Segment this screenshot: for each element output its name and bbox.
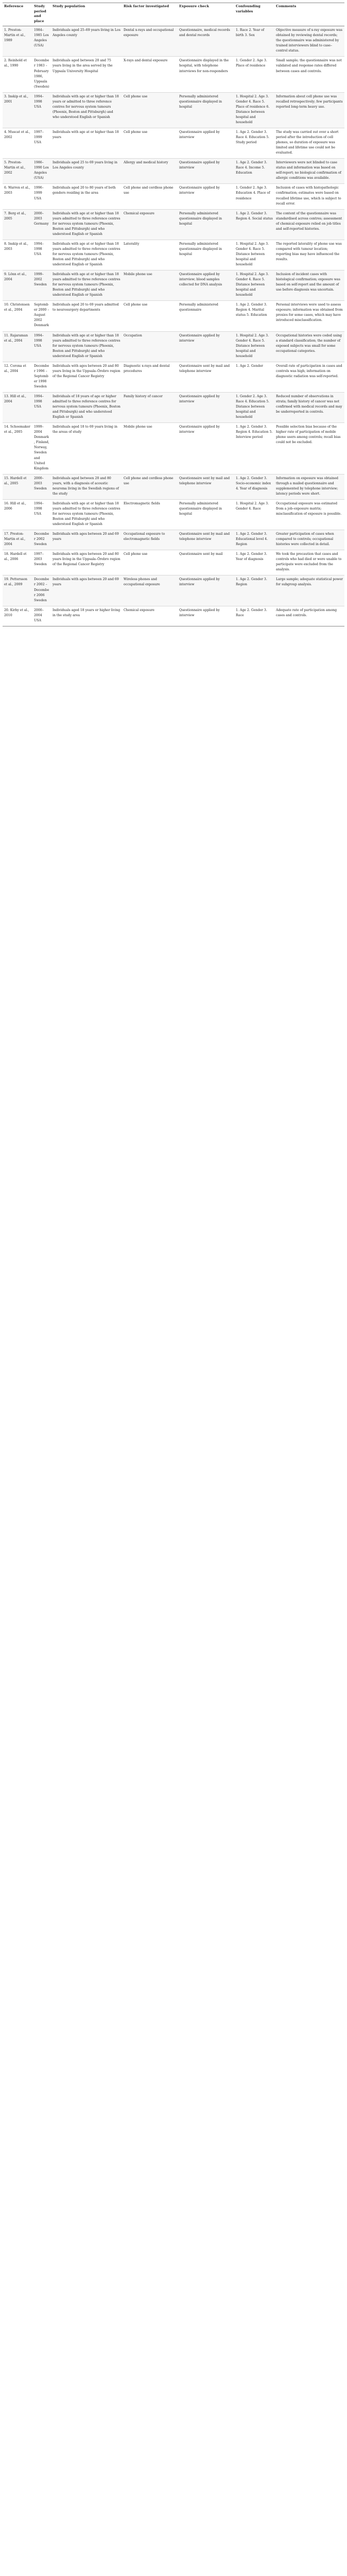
cell-exposure-check: Questionnaire applied by interview <box>178 159 234 184</box>
header-reference: Reference <box>3 3 32 26</box>
cell-study-population: Individuals with age at or higher than 18 years admitted to three reference centres for nervous system tumours (Phoenix, Boston and Pittsburgh) and who understood English or Spanish <box>51 499 122 530</box>
table-row <box>3 184 344 209</box>
cell-confounding-variables: 1. Age 2. Gender 3. Socio-economic index 4. Year of diagnosis <box>234 474 274 499</box>
header-confounding-variables: Confounding variables <box>234 3 274 26</box>
cell-risk-factor: Mobile phone use <box>122 423 178 474</box>
cell-study-population: Individuals of 18 years of age or higher admitted to three reference centres for nervous system tumours (Phoenix, Boston and Pittsburgh) and who understood English or Spanish <box>51 393 122 423</box>
cell-exposure-check: Questionnaire applied by interview <box>178 331 234 362</box>
cell-confounding-variables: 1. Age 2. Gender 3. Year of diagnosis <box>234 550 274 575</box>
cell-comments: The reported laterality of phone use was compared with tumour location; reporting bias may have influenced the results. <box>274 240 344 270</box>
cell-study-period: 1994–1998 USA <box>32 331 51 362</box>
cell-study-period: December 2002 Sweden <box>32 530 51 550</box>
table-row <box>3 128 344 158</box>
table-row <box>3 301 344 331</box>
cell-reference: 1. Preston-Martin et al., 1989 <box>3 26 32 57</box>
table-row <box>3 474 344 499</box>
cell-exposure-check: Questionnaire sent by mail and telephone interview <box>178 530 234 550</box>
cell-comments: Adequate rate of participation among cases and controls. <box>274 606 344 626</box>
table-body <box>3 26 344 626</box>
table-row <box>3 423 344 474</box>
cell-confounding-variables: 1. Gender 2. Age 3. Education 4. Place of residence <box>234 184 274 209</box>
cell-exposure-check: Personally administered questionnaire displayed in hospital <box>178 92 234 128</box>
header-risk-factor: Risk factor investigated <box>122 3 178 26</box>
cell-study-period: 1994–1998 USA <box>32 92 51 128</box>
table-row <box>3 92 344 128</box>
cell-comments: Occupational histories were coded using a standard classification; the number of exposed subjects was small for some occupational categories. <box>274 331 344 362</box>
table-row <box>3 606 344 626</box>
cell-confounding-variables: 1. Age 2. Gender 3. Region <box>234 575 274 606</box>
cell-exposure-check: Questionnaire applied by interview <box>178 575 234 606</box>
header-study-period: Study period and place <box>32 3 51 26</box>
cell-study-period: 1997–2003 Sweden <box>32 550 51 575</box>
cell-comments: Small sample; the questionnaire was not validated and response rates differed between cases and controls. <box>274 57 344 92</box>
cell-confounding-variables: 1. Age 2. Gender <box>234 362 274 392</box>
cell-reference: 20. Kirby et al., 2010 <box>3 606 32 626</box>
cell-confounding-variables: 1. Age 2. Gender 3. Educational level 4. Region <box>234 530 274 550</box>
cell-risk-factor: Mobile phone use <box>122 270 178 301</box>
cell-study-population: Individuals aged between 20 and 80 years, with a diagnosis of acoustic neuroma living in the Swedish regions of the study <box>51 474 122 499</box>
cell-exposure-check: Questionnaire sent by mail and telephone interview <box>178 362 234 392</box>
cell-reference: 19. Pettersson et al., 2009 <box>3 575 32 606</box>
cell-comments: Inclusion of incident cases with histological confirmation; exposure was based on self-report and the amount of use before diagnosis was uncertain. <box>274 270 344 301</box>
table-row <box>3 550 344 575</box>
cell-exposure-check: Personally administered questionnaire displayed in hospital <box>178 209 234 240</box>
cell-confounding-variables: 1. Hospital 2. Age 3. Gender 4. Race <box>234 499 274 530</box>
cell-confounding-variables: 1. Age 2. Gender 3. Region 4. Education 5. Interview period <box>234 423 274 474</box>
cell-study-population: Individuals with age at or higher than 18 years or admitted to three reference centres for nervous system tumours (Phoenix, Boston and Pittsburgh) and who understood English or Spanish <box>51 92 122 128</box>
cell-confounding-variables: 1. Age 2. Gender 3. Region 4. Social status <box>234 209 274 240</box>
cell-study-period: 1994–1998 USA <box>32 393 51 423</box>
cell-study-population: Individuals with age at or higher than 18 years <box>51 128 122 158</box>
cell-comments: Interviewers were not blinded to case status and information was based on self-report; no biological confirmation of allergic conditions was available. <box>274 159 344 184</box>
table-row <box>3 499 344 530</box>
cell-comments: Reduced number of observations in strata; family history of cancer was not confirmed with medical records and may be underreported in controls. <box>274 393 344 423</box>
cell-reference: 16. Hill et al., 2006 <box>3 499 32 530</box>
cell-confounding-variables: 1. Age 2. Gender 3. Race 4. Income 5. Education <box>234 159 274 184</box>
cell-study-population: Individuals aged 18 years or higher living in the study area <box>51 606 122 626</box>
cell-exposure-check: Questionnaire applied by interview <box>178 184 234 209</box>
cell-study-period: September 2000 – August 2002 Denmark <box>32 301 51 331</box>
cell-reference: 10. Christensen et al., 2004 <box>3 301 32 331</box>
cell-study-population: Individuals with age at or higher than 18 years admitted to three reference centres for nervous system tumours (Phoenix, Boston and Pittsburgh) and who understood English or Spanish <box>51 240 122 270</box>
table-row <box>3 159 344 184</box>
cell-reference: 2. Reinhold et al., 1990 <box>3 57 32 92</box>
cell-risk-factor: Allergy and medical history <box>122 159 178 184</box>
cell-study-population: Individuals aged 25–69 years living in Los Angeles county <box>51 26 122 57</box>
table-row <box>3 270 344 301</box>
cell-comments: The study was carried out over a short period after the introduction of cell phones, so duration of exposure was limited and lifetime use could not be evaluated. <box>274 128 344 158</box>
cell-reference: 3. Inskip et al., 2001 <box>3 92 32 128</box>
table-row <box>3 57 344 92</box>
cell-study-period: 1997–1999 USA <box>32 128 51 158</box>
cell-reference: 12. Corona et al., 2004 <box>3 362 32 392</box>
cell-study-population: Individuals aged 20 to 80 years of both genders residing in the area <box>51 184 122 209</box>
cell-study-period: 1994–1998 USA <box>32 499 51 530</box>
cell-confounding-variables: 1. Gender 2. Age 3. Place of residence <box>234 57 274 92</box>
cell-reference: 4. Muscat et al., 2002 <box>3 128 32 158</box>
cell-risk-factor: Cell phone use <box>122 128 178 158</box>
cell-reference: 11. Rajaraman et al., 2004 <box>3 331 32 362</box>
table-container <box>3 3 344 626</box>
cell-confounding-variables: 1. Gender 2. Age 3. Race 4. Education 5. Distance between hospital and household <box>234 393 274 423</box>
table-header-row <box>3 3 344 26</box>
cell-comments: Occupational exposure was estimated from a job–exposure matrix; misclassification of exposure is possible. <box>274 499 344 530</box>
cell-comments: The content of the questionnaire was standardised across centres; assessment of chemical exposure relied on job titles and self-reported histories. <box>274 209 344 240</box>
cell-reference: 17. Preston-Martin et al., 2004 <box>3 530 32 550</box>
table-row <box>3 575 344 606</box>
cell-comments: Information on exposure was obtained through a mailed questionnaire and supplemented by telephone interview; latency periods were short. <box>274 474 344 499</box>
cell-exposure-check: Questionnaire displayed in the hospital, with telephone interviews for non-responders <box>178 57 234 92</box>
cell-study-period: 1999–2002 Sweden <box>32 270 51 301</box>
cell-study-period: 2000–2003 Sweden <box>32 474 51 499</box>
table-row <box>3 209 344 240</box>
cell-comments: Information about cell phone use was recalled retrospectively; few participants reported long-term heavy use. <box>274 92 344 128</box>
cell-confounding-variables: 1. Race 2. Year of birth 3. Sex <box>234 26 274 57</box>
cell-confounding-variables: 1. Hospital 2. Age 3. Gender 4. Race 5. Distance between hospital and household <box>234 240 274 270</box>
cell-confounding-variables: 1. Hospital 2. Age 3. Gender 4. Race 5. Distance between hospital and household <box>234 270 274 301</box>
cell-study-period: December 2002 – December 2006 Sweden <box>32 575 51 606</box>
table-row <box>3 393 344 423</box>
cell-risk-factor: Cell phone use <box>122 550 178 575</box>
cell-exposure-check: Personally administered questionnaire <box>178 301 234 331</box>
cell-risk-factor: Wireless phones and occupational exposure <box>122 575 178 606</box>
cell-reference: 9. Lönn et al., 2004 <box>3 270 32 301</box>
cell-study-population: Individuals with age at or higher than 18 years admitted to three reference centres for nervous system tumours (Phoenix, Boston and Pittsburgh) and who understood English or Spanish <box>51 209 122 240</box>
cell-study-period: 1986–1990 Los Angeles (USA) <box>32 159 51 184</box>
cell-comments: Large sample; adequate statistical power for subgroup analysis. <box>274 575 344 606</box>
cell-exposure-check: Personally administered questionnaire displayed in hospital <box>178 240 234 270</box>
cell-study-period: December 1996 – September 1998 Sweden <box>32 362 51 392</box>
cell-study-period: 1994–1998 USA <box>32 240 51 270</box>
cell-confounding-variables: 1. Age 2. Gender 3. Region 4. Marital status 5. Education <box>234 301 274 331</box>
cell-comments: Inclusion of cases with histopathologic confirmation; estimates were based on recalled lifetime use, which is subject to recall error. <box>274 184 344 209</box>
cell-study-population: Individuals with ages between 20 and 80 years living in the Uppsala–Örebro region of the Regional Cancer Registry <box>51 362 122 392</box>
table-row <box>3 530 344 550</box>
cell-risk-factor: Electromagnetic fields <box>122 499 178 530</box>
cell-comments: We took the precaution that cases and controls who had died or were unable to participate were excluded from the analysis. <box>274 550 344 575</box>
table-row <box>3 240 344 270</box>
cell-risk-factor: Diagnostic x-rays and dental procedures <box>122 362 178 392</box>
cell-risk-factor: Cell phone use <box>122 92 178 128</box>
cell-exposure-check: Questionnaire applied by interview <box>178 606 234 626</box>
cell-study-period: 1999–2004 Denmark, Finland, Norway, Sweden and United Kingdom <box>32 423 51 474</box>
cell-comments: Overall rate of participation in cases and controls was high; information on diagnostic radiation was self-reported. <box>274 362 344 392</box>
cell-risk-factor: Family history of cancer <box>122 393 178 423</box>
header-comments: Comments <box>274 3 344 26</box>
cell-risk-factor: X-rays and dental exposure <box>122 57 178 92</box>
cell-confounding-variables: 1. Age 2. Gender 3. Race 4. Education 5. Study period <box>234 128 274 158</box>
table-row <box>3 362 344 392</box>
cell-reference: 18. Hardell et al., 2006 <box>3 550 32 575</box>
cell-risk-factor: Occupation <box>122 331 178 362</box>
cell-study-population: Individuals with ages between 20 and 80 years living in the Uppsala–Örebro region of the Regional Cancer Registry <box>51 550 122 575</box>
cell-study-period: December 1983 – February 1986, Uppsala (Sweden) <box>32 57 51 92</box>
cell-confounding-variables: 1. Hospital 2. Age 3. Gender 4. Race 5. Place of residence 6. Distance between hospital and household <box>234 92 274 128</box>
cell-study-population: Individuals aged 18 to 69 years living in the areas of study <box>51 423 122 474</box>
cell-comments: Objective measure of x-ray exposure was obtained by reviewing dental records; the questionnaire was administered by trained interviewers blind to case–control status. <box>274 26 344 57</box>
cell-exposure-check: Questionnaire applied by interview <box>178 423 234 474</box>
cell-reference: 6. Warren et al., 2003 <box>3 184 32 209</box>
cell-study-population: Individuals with ages between 20 and 69 years <box>51 530 122 550</box>
cell-exposure-check: Questionnaire applied by interview; blood samples collected for DNA analysis <box>178 270 234 301</box>
cell-exposure-check: Questionnaire sent by mail <box>178 550 234 575</box>
cell-exposure-check: Questionnaire applied by interview <box>178 393 234 423</box>
cell-risk-factor: Cell phone and cordless phone use <box>122 184 178 209</box>
cell-study-period: 2000–2004 USA <box>32 606 51 626</box>
cell-study-population: Individuals with age at or higher than 18 years admitted to three reference centres for nervous system tumours (Phoenix, Boston and Pittsburgh) and who understood English or Spanish <box>51 270 122 301</box>
cell-confounding-variables: 1. Hospital 2. Age 3. Gender 4. Race 5. Distance between hospital and household <box>234 331 274 362</box>
cell-risk-factor: Chemical exposure <box>122 209 178 240</box>
cell-reference: 8. Inskip et al., 2003 <box>3 240 32 270</box>
table-row <box>3 26 344 57</box>
cell-reference: 5. Preston-Martin et al., 2002 <box>3 159 32 184</box>
cell-risk-factor: Cell phone and cordless phone use <box>122 474 178 499</box>
cell-exposure-check: Questionnaire, medical records and dental records <box>178 26 234 57</box>
cell-study-period: 1984–1985 Los Angeles (USA) <box>32 26 51 57</box>
header-exposure-check: Exposure check <box>178 3 234 26</box>
cell-study-period: 2000–2003 Germany <box>32 209 51 240</box>
cell-exposure-check: Personally administered questionnaire displayed in hospital <box>178 499 234 530</box>
studies-table <box>3 3 344 626</box>
cell-comments: Possible selection bias because of the higher rate of participation of mobile phone users among controls; recall bias could not be excluded. <box>274 423 344 474</box>
table-row <box>3 331 344 362</box>
cell-study-population: Individuals with ages between 20 and 69 years <box>51 575 122 606</box>
cell-risk-factor: Chemical exposure <box>122 606 178 626</box>
cell-risk-factor: Dental x-rays and occupational exposure <box>122 26 178 57</box>
cell-comments: Greater participation of cases when compared to controls; occupational histories were collected in detail. <box>274 530 344 550</box>
cell-exposure-check: Questionnaire sent by mail and telephone interview <box>178 474 234 499</box>
cell-study-population: Individuals aged 25 to 69 years living in Los Angeles county <box>51 159 122 184</box>
cell-study-population: Individuals with age at or higher than 18 years admitted to three reference centres for nervous system tumours (Phoenix, Boston and Pittsburgh) and who understood English or Spanish <box>51 331 122 362</box>
cell-comments: Personal interviews were used to assess exposure; information was obtained from proxies for some cases, which may have introduced misclassification. <box>274 301 344 331</box>
cell-study-period: 1996–1999 USA <box>32 184 51 209</box>
cell-reference: 7. Berg et al., 2005 <box>3 209 32 240</box>
cell-risk-factor: Occupational exposure to electromagnetic fields <box>122 530 178 550</box>
cell-confounding-variables: 1. Age 2. Gender 3. Race <box>234 606 274 626</box>
cell-risk-factor: Laterality <box>122 240 178 270</box>
header-study-population: Study population <box>51 3 122 26</box>
cell-reference: 13. Hill et al., 2004 <box>3 393 32 423</box>
cell-risk-factor: Cell phone use <box>122 301 178 331</box>
cell-exposure-check: Questionnaire applied by interview <box>178 128 234 158</box>
cell-study-population: Individuals aged 20 to 69 years admitted to neurosurgery departments <box>51 301 122 331</box>
cell-study-population: Individuals aged between 20 and 75 years living in the area served by the Uppsala University Hospital <box>51 57 122 92</box>
cell-reference: 15. Hardell et al., 2005 <box>3 474 32 499</box>
cell-reference: 14. Schoemaker et al., 2005 <box>3 423 32 474</box>
